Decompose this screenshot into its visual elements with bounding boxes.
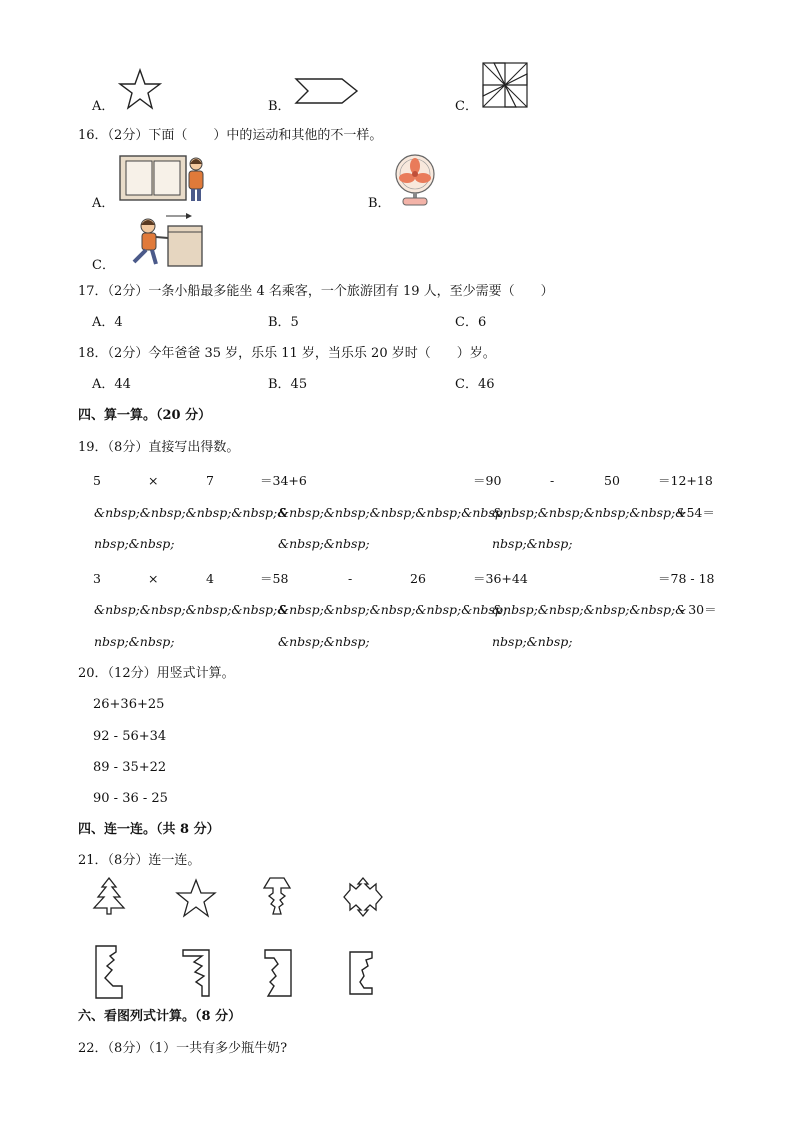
q19-r2-entity: &nbsp;&nbsp;&nbsp;&nbsp;& [94,602,289,617]
half-shape-icon [180,948,212,998]
q19-r1-entity: &nbsp;&nbsp;&nbsp;&nbsp;& [492,505,687,520]
lamp-shape-icon [262,876,292,916]
q19-r2-term: 4 [206,571,214,586]
q18-option-a: A．44 [92,377,131,392]
q17-option-c: C．6 [455,315,487,330]
q19-r1-term: 50 [604,473,620,488]
q19-stem: 19．（8分）直接写出得数。 [78,440,240,455]
pinwheel-icon [482,62,528,108]
q16-stem: 16．（2分）下面（ ）中的运动和其他的不一样。 [78,128,383,143]
q19-r1-entity: &nbsp;&nbsp;&nbsp;&nbsp;&nbsp; [278,505,508,520]
q19-r2-term: × [148,571,159,586]
q19-r1-term: 5 [93,473,101,488]
q18-stem: 18．（2分）今年爸爸 35 岁，乐乐 11 岁，当乐乐 20 岁时（ ）岁。 [78,346,496,361]
q19-r2-entity: &nbsp;&nbsp;&nbsp;&nbsp;&nbsp; [278,602,508,617]
q17-stem: 17．（2分）一条小船最多能坐 4 名乘客，一个旅游团有 19 人，至少需要（ ） [78,284,554,299]
sliding-window-illustration [118,152,208,204]
star-icon [118,68,162,110]
q17-option-a: A．4 [92,315,123,330]
electric-fan-illustration [390,152,440,208]
q19-r2-term: ＝78 - 18 [658,571,715,586]
q15-option-c: C． [455,99,478,114]
q19-r1-term: - [550,473,555,488]
q16-option-b: B． [368,196,391,211]
q19-r2-term: - 30＝ [680,602,717,617]
q16-option-c: C． [92,258,115,273]
q19-r2-term: ＝36+44 [473,571,528,586]
q18-option-b: B．45 [268,377,308,392]
q19-r2-entity: &nbsp;&nbsp;&nbsp;&nbsp;& [492,602,687,617]
half-shape-icon [262,948,294,998]
q17-option-b: B．5 [268,315,299,330]
arrow-shape-icon [294,76,360,106]
q19-r1-term: ＝90 [473,473,502,488]
q16-option-a: A． [92,196,115,211]
q19-r2-term: 3 [93,571,101,586]
q19-r1-entity: nbsp;&nbsp; [94,536,175,551]
q19-r1-entity: &nbsp;&nbsp;&nbsp;&nbsp;& [94,505,289,520]
q22-stem: 22．（8分）（1）一共有多少瓶牛奶? [78,1041,288,1056]
q20-expression: 89 - 35+22 [93,760,167,775]
section-heading-calculate: 四、算一算。（20 分） [78,408,212,423]
star-shape-icon [174,878,218,918]
q15-option-a: A． [92,99,115,114]
q20-expression: 26+36+25 [93,697,165,712]
q19-r1-term: 7 [206,473,214,488]
q19-r1-entity: nbsp;&nbsp; [492,536,573,551]
q20-stem: 20．（12分）用竖式计算。 [78,666,235,681]
q21-stem: 21．（8分）连一连。 [78,853,201,868]
q15-option-b: B． [268,99,291,114]
q19-r2-term: - [348,571,353,586]
q19-r1-entity: &nbsp;&nbsp; [278,536,370,551]
q19-r1-term: × [148,473,159,488]
pushing-box-illustration [118,212,208,268]
section-heading-matching: 四、连一连。（共 8 分） [78,822,220,837]
q19-r2-entity: &nbsp;&nbsp; [278,634,370,649]
q19-r1-term: ＝12+18 [658,473,713,488]
section-heading-picture-calc: 六、看图列式计算。（8 分） [78,1009,242,1024]
half-shape-icon [346,948,378,998]
q19-r2-entity: nbsp;&nbsp; [94,634,175,649]
q20-expression: 90 - 36 - 25 [93,791,168,806]
q19-r2-entity: nbsp;&nbsp; [492,634,573,649]
q19-r2-term: ＝58 [260,571,289,586]
q19-r1-term: ＝34+6 [260,473,307,488]
tree-shape-icon [92,876,126,916]
half-shape-icon [92,944,126,1000]
q20-expression: 92 - 56+34 [93,729,167,744]
q19-r2-term: 26 [410,571,426,586]
q19-r1-term: +54＝ [676,505,715,520]
q18-option-c: C．46 [455,377,495,392]
flower-shape-icon [342,876,384,918]
